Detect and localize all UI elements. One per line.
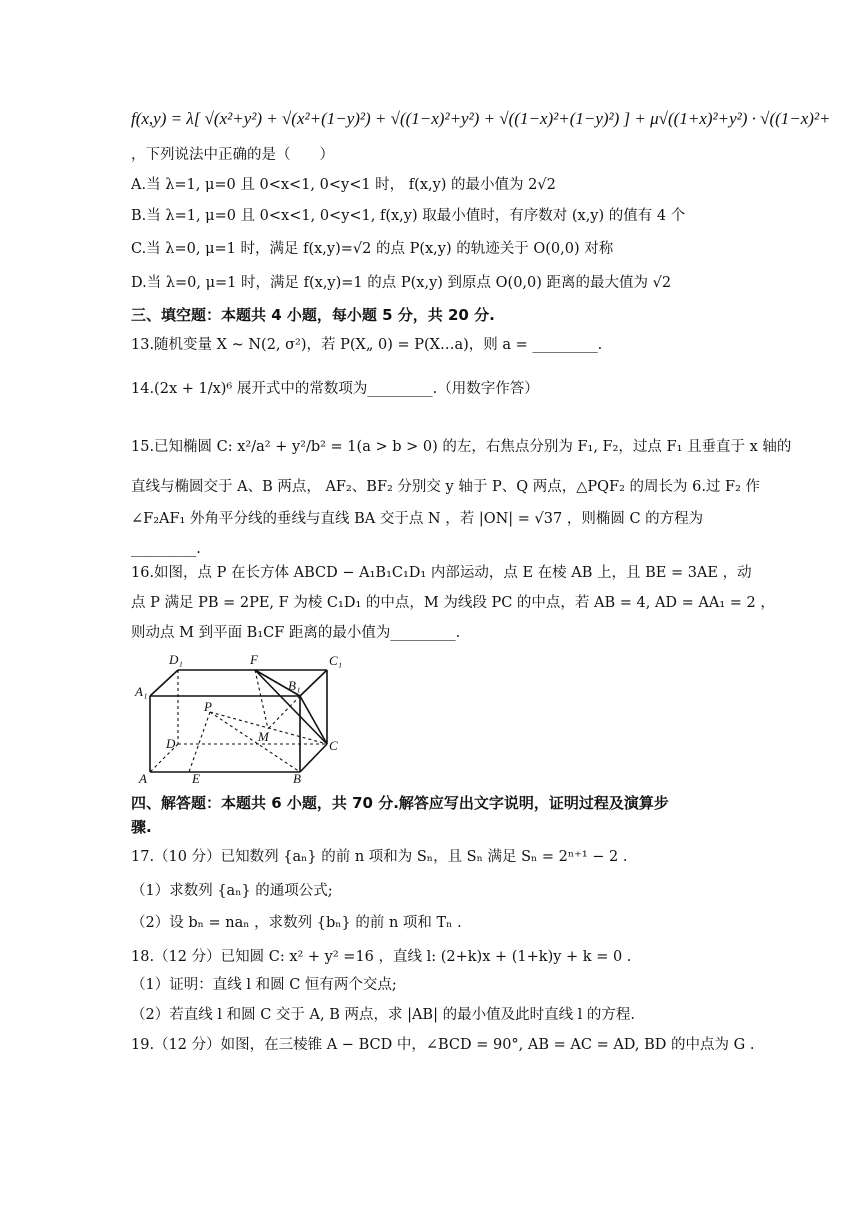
q15-line-4: _________. bbox=[131, 541, 201, 557]
label-d: D bbox=[166, 736, 176, 751]
section-4-title-line-2: 骤. bbox=[131, 818, 152, 836]
label-b1: B₁ bbox=[288, 678, 301, 693]
label-e: E bbox=[192, 771, 200, 786]
q17-part-1: （1）求数列 {aₙ} 的通项公式; bbox=[131, 883, 333, 899]
q12-option-c: C.当 λ=0, μ=1 时，满足 f(x,y)=√2 的点 P(x,y) 的轨迹关于 O(0,0) 对称 bbox=[131, 241, 614, 257]
section-3-title: 三、填空题：本题共 4 小题，每小题 5 分，共 20 分. bbox=[131, 306, 495, 324]
q17-part-2: （2）设 bₙ = naₙ ，求数列 {bₙ} 的前 n 项和 Tₙ . bbox=[131, 915, 462, 931]
q12-option-b: B.当 λ=1, μ=0 且 0<x<1, 0<y<1, f(x,y) 取最小值时，有序数对 (x,y) 的值有 4 个 bbox=[131, 208, 686, 224]
label-f: F bbox=[250, 652, 258, 667]
label-a: A bbox=[139, 771, 147, 786]
q17-stem: 17.（10 分）已知数列 {aₙ} 的前 n 项和为 Sₙ，且 Sₙ 满足 Sₙ = 2ⁿ⁺¹ − 2 . bbox=[131, 849, 628, 865]
label-c: C bbox=[329, 738, 338, 753]
q16-line-3: 则动点 M 到平面 B₁CF 距离的最小值为_________. bbox=[131, 625, 461, 641]
q15-line-3: ∠F₂AF₁ 外角平分线的垂线与直线 BA 交于点 N ，若 |ON| = √37 ，则椭圆 C 的方程为 bbox=[131, 511, 704, 527]
label-d1: D₁ bbox=[169, 652, 183, 667]
section-4-title-line-1: 四、解答题：本题共 6 小题，共 70 分.解答应写出文字说明，证明过程及演算步 bbox=[131, 794, 669, 812]
label-p: P bbox=[204, 699, 212, 714]
label-m: M bbox=[258, 729, 269, 744]
q15-line-1: 15.已知椭圆 C: x²/a² + y²/b² = 1(a > b > 0) 的左，右焦点分别为 F₁, F₂，过点 F₁ 且垂直于 x 轴的 bbox=[131, 439, 792, 455]
q18-stem: 18.（12 分）已知圆 C: x² + y² =16 ，直线 l: (2+k)x + (1+k)y + k = 0 . bbox=[131, 949, 632, 965]
label-b: B bbox=[293, 771, 301, 786]
q18-part-1: （1）证明：直线 l 和圆 C 恒有两个交点; bbox=[131, 977, 397, 993]
q13: 13.随机变量 X ~ N(2, σ²)，若 P(X„ 0) = P(X…a)，则 a = _________. bbox=[131, 337, 603, 353]
q15-line-2: 直线与椭圆交于 A、B 两点， AF₂、BF₂ 分别交 y 轴于 P、Q 两点，△PQF₂ 的周长为 6.过 F₂ 作 bbox=[131, 479, 761, 495]
q19-stem: 19.（12 分）如图，在三棱锥 A − BCD 中，∠BCD = 90°, AB = AC = AD, BD 的中点为 G . bbox=[131, 1037, 755, 1053]
label-a1: A₁ bbox=[135, 684, 148, 699]
q12-option-a: A.当 λ=1, μ=0 且 0<x<1, 0<y<1 时， f(x,y) 的最小值为 2√2 bbox=[131, 177, 556, 193]
q18-part-2: （2）若直线 l 和圆 C 交于 A, B 两点，求 |AB| 的最小值及此时直线 l 的方程. bbox=[131, 1007, 636, 1023]
q16-line-1: 16.如图，点 P 在长方体 ABCD − A₁B₁C₁D₁ 内部运动，点 E 在棱 AB 上，且 BE = 3AE ，动 bbox=[131, 565, 752, 581]
q12-option-d: D.当 λ=0, μ=1 时，满足 f(x,y)=1 的点 P(x,y) 到原点 O(0,0) 距离的最大值为 √2 bbox=[131, 275, 672, 291]
q14: 14.(2x + 1/x)⁶ 展开式中的常数项为_________.（用数字作答） bbox=[131, 381, 539, 397]
q12-formula: f(x,y) = λ[ √(x²+y²) + √(x²+(1−y)²) + √((1−x)²+y²) + √((1−x)²+(1−y)²) ] + μ√((1+x)²+y²) · √((1−x)²+ bbox=[131, 109, 831, 128]
cuboid-figure bbox=[131, 650, 346, 786]
q12-stem-end: ，下列说法中正确的是（ ） bbox=[131, 147, 334, 163]
q16-line-2: 点 P 满足 PB = 2PE, F 为棱 C₁D₁ 的中点，M 为线段 PC 的中点，若 AB = 4, AD = AA₁ = 2 ， bbox=[131, 595, 775, 611]
label-c1: C₁ bbox=[329, 653, 343, 668]
